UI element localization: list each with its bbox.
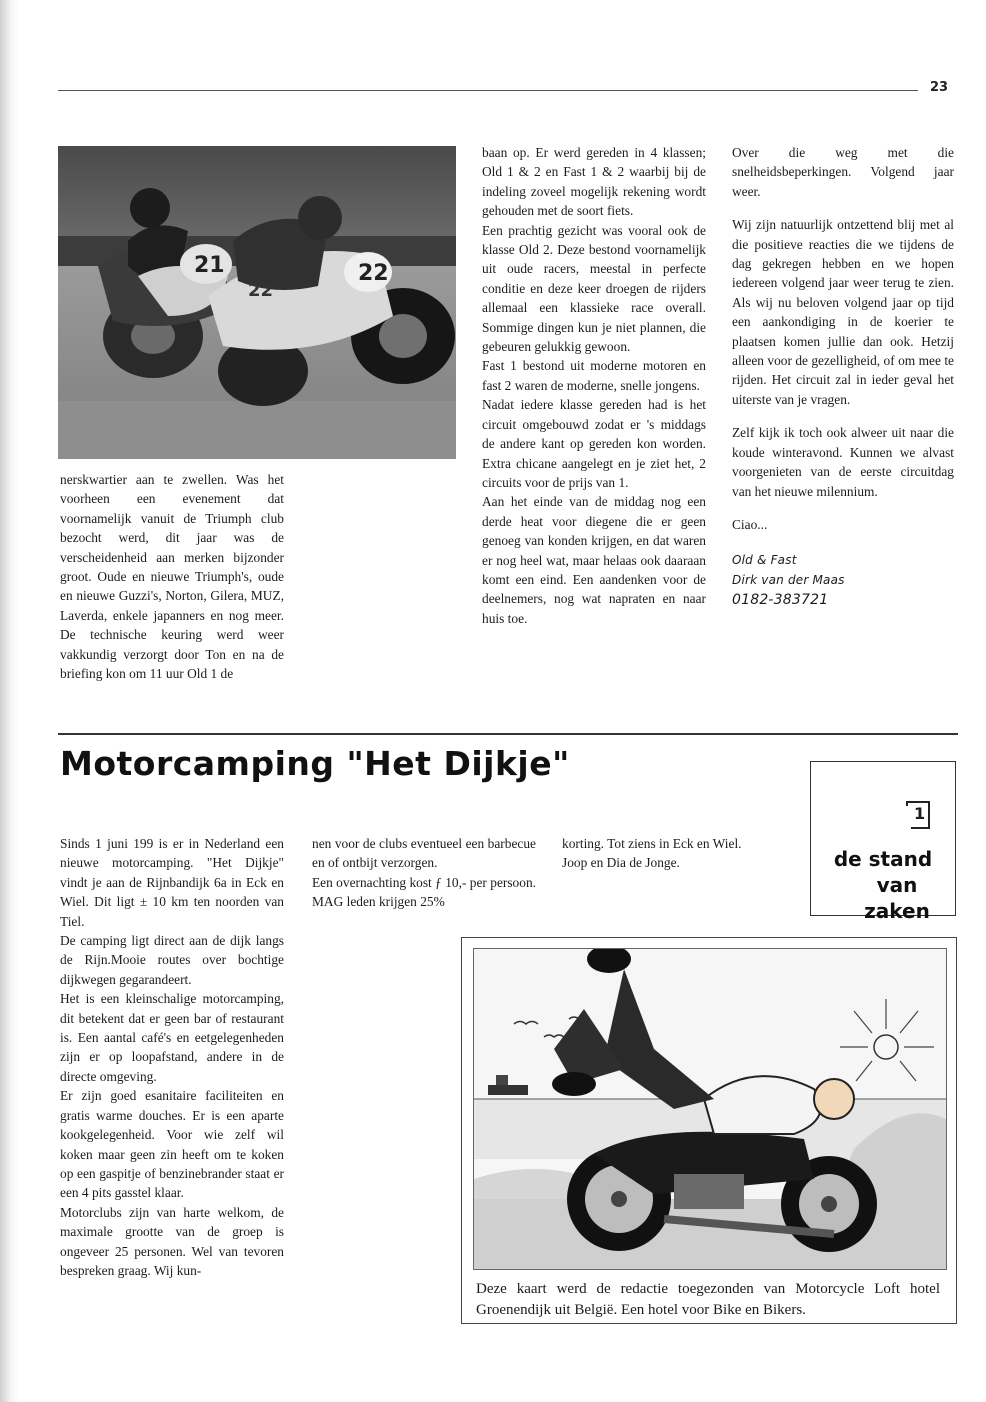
sign-off: Ciao... [732,516,768,532]
stand-line1: de stand [833,847,933,871]
article1-column1 [60,470,284,683]
article2-column1 [60,834,284,1280]
section-divider [58,733,958,735]
article2-title: Motorcamping "Het Dijkje" [60,744,570,783]
paragraph: Wij zijn natuurlijk ontzettend blij met al die positieve reacties die we tijdens de dag gekregen hebben en we hopen iedereen volgend jaar weer terug te zien. Als wij nu beloven volgend jaar op tijd een aankondiging in de koerier te plaatsen komen jullie dan ook. Hetzij alleen voor de gezelligheid, of om mee te rijden. Het circuit zal in ieder geval het uiterste van je vragen. [732,217,954,407]
article1-column2 [482,143,706,628]
paragraph: Aan het einde van de middag nog een derde heat voor diegene die er geen genoeg van konden krijgen, en dat waren er nog heel wat, maar helaas ook daaraan komt een eind. Een aandenken voor de deelnemers, nog wat napraten en naar huis toe. [482,494,706,626]
paragraph: Een overnachting kost ƒ 10,- per persoon. MAG leden krijgen 25% [312,874,536,910]
signature-block [732,550,954,610]
paragraph: nerskwartier aan te zwellen. Was het voorheen een evenement dat voornamelijk vanuit de Triumph club bezocht werd, dit jaar was de verscheidenheid aan merken bijzonder groot. Oude en nieuwe Triumph's, oude en nieuwe Guzzi's, Norton, Gilera, MUZ, Laverda, enkele japanners en nog meer. De technische keuring werd weer vakkundig verzorgt door Ton en na de briefing kon om 11 uur Old 1 de [60,472,284,682]
page-number: 23 [930,80,949,95]
paragraph: Nadat iedere klasse gereden had is het circuit omgebouwd zodat er 's middags de andere kant op gereden kon worden. Extra chicane aangelegt en je ziet het, 2 circuits voor de prijs van 1. [482,397,706,490]
bike-number-right: 22 [358,261,389,286]
paragraph: Joop en Dia de Jonge. [562,855,680,871]
racing-photo [58,146,456,459]
article2-column2 [312,834,536,912]
paragraph: Sinds 1 juni 199 is er in Nederland een nieuwe motorcamping. "Het Dijkje" vindt je aan de Rijnbandijk 6a in Eck en Wiel. Dit ligt ± 10 km ten noorden van Tiel. [60,836,284,929]
paragraph: Er zijn goed esanitaire faciliteiten en gratis warme douches. Er is een aparte kookgelegenheid. Voor wie zelf wil koken maar geen zin heeft om te koken op een gaspitje of benzinebrander staat er een 4 pits gasstel klaar. [60,1088,284,1201]
bike-number-mid: 22 [248,280,274,301]
paragraph: Zelf kijk ik toch ook alweer uit naar die koude winteravond. Kunnen we alvast voorgenieten van de eerste circuitdag van het nieuwe milennium. [732,425,954,499]
article1-column3 [732,143,954,610]
paragraph: korting. Tot ziens in Eck en Wiel. [562,836,742,851]
signature-org: Old & Fast [732,553,797,568]
racing-photo-illustration [58,146,456,459]
article2-column3 [562,834,786,873]
paragraph: baan op. Er werd gereden in 4 klassen; Old 1 & 2 en Fast 1 & 2 waarbij bij de indeling zoveel mogelijk rekening wordt gehouden met de soort fiets. [482,145,706,219]
scan-edge-shadow [0,0,18,1402]
paragraph: Fast 1 bestond uit moderne motoren en fast 2 waren de moderne, snelle jongens. [482,358,706,393]
signature-name: Dirk van der Maas [732,573,845,588]
stand-van-zaken-label [816,846,950,924]
postcard-cartoon [473,948,947,1270]
stand-line2: van zaken [864,873,930,923]
paragraph: Een prachtig gezicht was vooral ook de klasse Old 2. Deze bestond voornamelijk uit oude racers, meestal in perfecte conditie en deze keer droegen de rijders allemaal een klassieke race overall. Sommige dingen kun je niet plannen, die gebeuren gelukkig gewoon. [482,222,706,355]
paragraph: De camping ligt direct aan de dijk langs de Rijn.Mooie routes over bochtige dijkwegen gegarandeert. [60,933,284,987]
motorcycle-cartoon-illustration [474,949,946,1269]
bike-number-left: 21 [194,253,225,278]
stand-number: 1 [914,804,926,823]
paragraph: Motorclubs zijn van harte welkom, de maximale grootte van de groep is ongeveer 25 personen. Wel van tevoren bespreken graag. Wij kun- [60,1204,284,1278]
signature-phone: 0182-383721 [732,592,829,609]
paragraph: Over die weg met die snelheidsbeperkingen. Volgend jaar weer. [732,145,954,199]
postcard-caption: Deze kaart werd de redactie toegezonden van Motorcycle Loft hotel Groenendijk uit België. Een hotel voor Bike en Bikers. [476,1281,940,1318]
stand-number-badge [905,800,931,830]
paragraph: nen voor de clubs eventueel een barbecue en of ontbijt verzorgen. [312,836,536,871]
paragraph: Het is een kleinschalige motorcamping, dit betekent dat er geen bar of restaurant is. Een aantal café's en eetgelegenheden zijn er op loopafstand, andere in de directe omgeving. [60,991,284,1084]
header-rule [58,90,918,91]
